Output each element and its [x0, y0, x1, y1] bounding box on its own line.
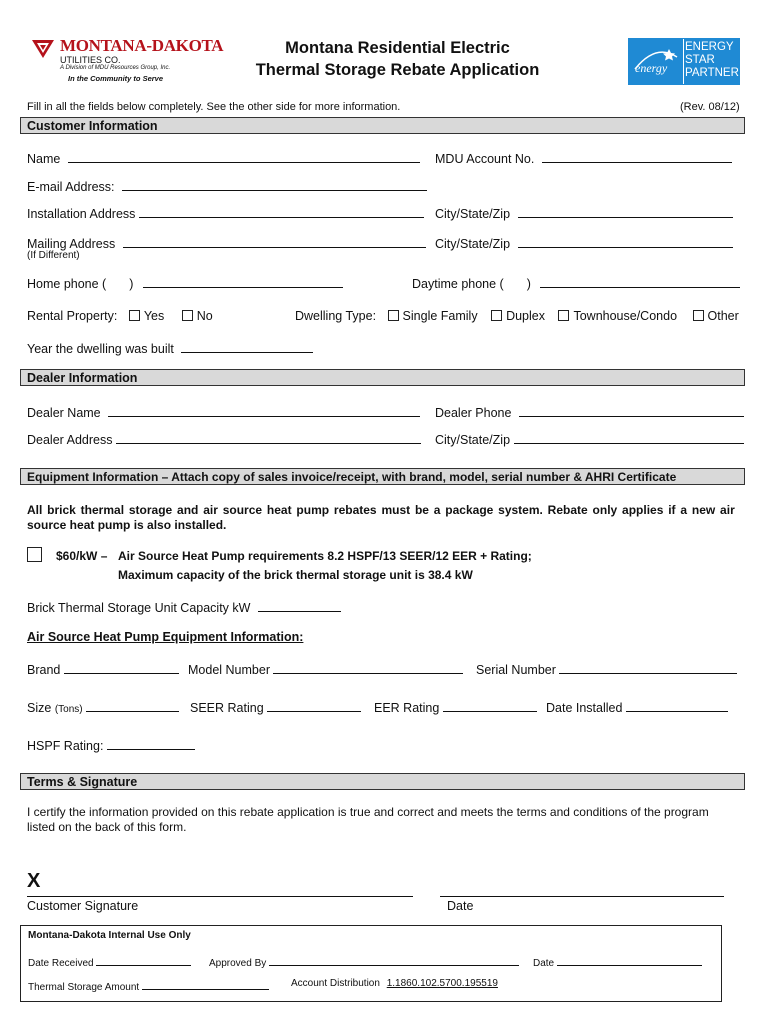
account-field[interactable] — [542, 149, 732, 163]
dealer-address-field[interactable] — [116, 430, 421, 444]
day-phone-close: ) — [526, 277, 531, 291]
dwelling-row — [295, 309, 739, 323]
internal-use-box — [20, 925, 722, 1002]
dealer-city-field[interactable] — [514, 430, 744, 444]
section-dealer-information: Dealer Information — [20, 369, 745, 386]
brand-field[interactable] — [64, 660, 179, 674]
capacity-field[interactable] — [258, 598, 341, 612]
seer-label: SEER Rating — [190, 701, 264, 715]
rebate-req-line1: Air Source Heat Pump requirements 8.2 HSPF/13 SEER/12 EER + Rating; — [118, 549, 532, 563]
date-received-label: Date Received — [28, 958, 94, 969]
section-customer-information: Customer Information — [20, 117, 745, 134]
approved-label: Approved By — [209, 958, 267, 969]
dealer-address-row — [27, 430, 421, 447]
equipment-note-line2: source heat pump is also installed. — [27, 518, 227, 532]
size-field[interactable] — [86, 698, 179, 712]
date-installed-row — [546, 698, 728, 715]
dealer-name-label: Dealer Name — [27, 406, 101, 420]
equipment-note-line1: All brick thermal storage and air source heat pump rebates must be a package system. Rebate only applies if a new air — [27, 503, 735, 517]
dwelling-single-checkbox[interactable] — [388, 310, 399, 321]
year-row — [27, 339, 313, 356]
section-terms-signature: Terms & Signature — [20, 773, 745, 790]
size-row — [27, 698, 179, 715]
internal-date-row — [533, 954, 702, 969]
mdu-logo — [30, 36, 224, 86]
signature-x-mark: X — [27, 870, 41, 892]
name-row — [27, 149, 420, 166]
home-phone-close: ) — [129, 277, 134, 291]
hspf-label: HSPF Rating: — [27, 739, 104, 753]
signature-date-field[interactable] — [440, 896, 724, 897]
serial-label: Serial Number — [476, 663, 556, 677]
rental-no-label: No — [196, 309, 213, 323]
energy-star-logo — [628, 38, 740, 85]
internal-date-field[interactable] — [557, 954, 702, 966]
date-received-field[interactable] — [96, 954, 191, 966]
dealer-name-row — [27, 403, 420, 420]
capacity-label: Brick Thermal Storage Unit Capacity kW — [27, 601, 251, 615]
energy-star-text — [685, 41, 739, 80]
eer-label: EER Rating — [374, 701, 440, 715]
model-label: Model Number — [188, 663, 270, 677]
rental-yes-label: Yes — [143, 309, 165, 323]
model-row — [188, 660, 463, 677]
dealer-phone-field[interactable] — [519, 403, 744, 417]
dealer-address-label: Dealer Address — [27, 433, 113, 447]
dealer-city-row — [435, 430, 744, 447]
certify-line2: listed on the back of this form. — [27, 820, 187, 834]
brand-label: Brand — [27, 663, 61, 677]
city1-field[interactable] — [518, 204, 733, 218]
amount-row — [28, 978, 269, 993]
account-label: MDU Account No. — [435, 152, 535, 166]
dwelling-duplex-checkbox[interactable] — [491, 310, 502, 321]
seer-row — [190, 698, 361, 715]
instructions: Fill in all the fields below completely. See the other side for more information. — [27, 101, 401, 113]
install-label: Installation Address — [27, 207, 136, 221]
signature-date-label: Date — [447, 899, 474, 913]
approved-field[interactable] — [269, 954, 519, 966]
dwelling-townhouse-label: Townhouse/Condo — [573, 309, 678, 323]
city2-label: City/State/Zip — [435, 237, 511, 251]
home-phone-field[interactable] — [143, 274, 343, 288]
logo-name: MONTANA-DAKOTA — [60, 36, 224, 55]
day-phone-field[interactable] — [540, 274, 740, 288]
rental-row — [27, 309, 213, 323]
rental-no-checkbox[interactable] — [182, 310, 193, 321]
date-installed-label: Date Installed — [546, 701, 623, 715]
account-row — [435, 149, 732, 166]
if-different: (If Different) — [27, 250, 80, 261]
install-row — [27, 204, 424, 221]
internal-date-label: Date — [533, 958, 555, 969]
city1-label: City/State/Zip — [435, 207, 511, 221]
logo-sub2: A Division of MDU Resources Group, Inc. — [60, 65, 171, 71]
logo-sub1: UTILITIES CO. — [60, 55, 121, 65]
mailing-row — [27, 234, 426, 251]
city2-row — [435, 234, 733, 251]
dealer-city-label: City/State/Zip — [435, 433, 511, 447]
dwelling-other-checkbox[interactable] — [693, 310, 704, 321]
model-field[interactable] — [273, 660, 463, 674]
size-unit: (Tons) — [54, 704, 83, 715]
energy-star-line3: PARTNER — [685, 67, 739, 79]
name-label: Name — [27, 152, 61, 166]
internal-title: Montana-Dakota Internal Use Only — [28, 930, 191, 941]
email-field[interactable] — [122, 177, 427, 191]
year-label: Year the dwelling was built — [27, 342, 174, 356]
energy-star-mark — [629, 39, 684, 84]
logo-tagline: In the Community to Serve — [68, 74, 164, 83]
size-label: Size — [27, 701, 52, 715]
distribution-value: 1.1860.102.5700.195519 — [386, 978, 498, 989]
dealer-phone-row — [435, 403, 744, 420]
mailing-field[interactable] — [123, 234, 426, 248]
email-row — [27, 177, 427, 194]
ashp-heading: Air Source Heat Pump Equipment Information: — [27, 630, 304, 644]
energy-star-line2: STAR — [685, 54, 715, 66]
dwelling-single-label: Single Family — [402, 309, 478, 323]
day-phone-label: Daytime phone ( — [412, 277, 504, 291]
home-phone-label: Home phone ( — [27, 277, 107, 291]
capacity-row — [27, 598, 341, 615]
revision: (Rev. 08/12) — [680, 101, 740, 113]
dwelling-label: Dwelling Type: — [295, 309, 377, 323]
dealer-name-field[interactable] — [108, 403, 420, 417]
rental-yes-checkbox[interactable] — [129, 310, 140, 321]
energy-star-line1: ENERGY — [685, 41, 734, 53]
eer-row — [374, 698, 537, 715]
signature-label: Customer Signature — [27, 899, 139, 913]
section-equipment-information: Equipment Information – Attach copy of sales invoice/receipt, with brand, model, serial number & AHRI Certificate — [20, 468, 745, 485]
day-phone-row — [412, 274, 740, 291]
hspf-field[interactable] — [107, 736, 195, 750]
dwelling-duplex-label: Duplex — [506, 309, 545, 323]
seer-field[interactable] — [267, 698, 361, 712]
hspf-row — [27, 736, 195, 753]
serial-row — [476, 660, 737, 677]
amount-field[interactable] — [142, 978, 269, 990]
amount-label: Thermal Storage Amount — [28, 982, 140, 993]
dealer-phone-label: Dealer Phone — [435, 406, 512, 420]
dwelling-townhouse-checkbox[interactable] — [558, 310, 569, 321]
distribution-label: Account Distribution — [291, 978, 380, 989]
mailing-label: Mailing Address — [27, 237, 116, 251]
city2-field[interactable] — [518, 234, 733, 248]
year-field[interactable] — [181, 339, 313, 353]
signature-field[interactable] — [27, 896, 413, 897]
date-received-row — [28, 954, 191, 969]
rebate-req-line2: Maximum capacity of the brick thermal storage unit is 38.4 kW — [118, 568, 473, 582]
city1-row — [435, 204, 733, 221]
date-installed-field[interactable] — [626, 698, 728, 712]
certify-line1: I certify the information provided on this rebate application is true and correct and meets the terms and conditions of the program — [27, 805, 709, 819]
logo-emblem-icon — [30, 38, 56, 60]
serial-field[interactable] — [559, 660, 737, 674]
eer-field[interactable] — [443, 698, 537, 712]
home-phone-row — [27, 274, 343, 291]
title-line2: Thermal Storage Rebate Application — [255, 61, 540, 79]
brand-row — [27, 660, 179, 677]
rental-label: Rental Property: — [27, 309, 118, 323]
rebate-checkbox[interactable] — [27, 547, 42, 562]
energy-script: energy — [635, 61, 668, 75]
distribution-row — [291, 978, 498, 989]
dwelling-other-label: Other — [707, 309, 739, 323]
title-line1: Montana Residential Electric — [285, 39, 510, 57]
rebate-amount: $60/kW – — [56, 549, 108, 563]
install-field[interactable] — [139, 204, 424, 218]
email-label: E-mail Address: — [27, 180, 115, 194]
name-field[interactable] — [68, 149, 420, 163]
approved-row — [209, 954, 519, 969]
